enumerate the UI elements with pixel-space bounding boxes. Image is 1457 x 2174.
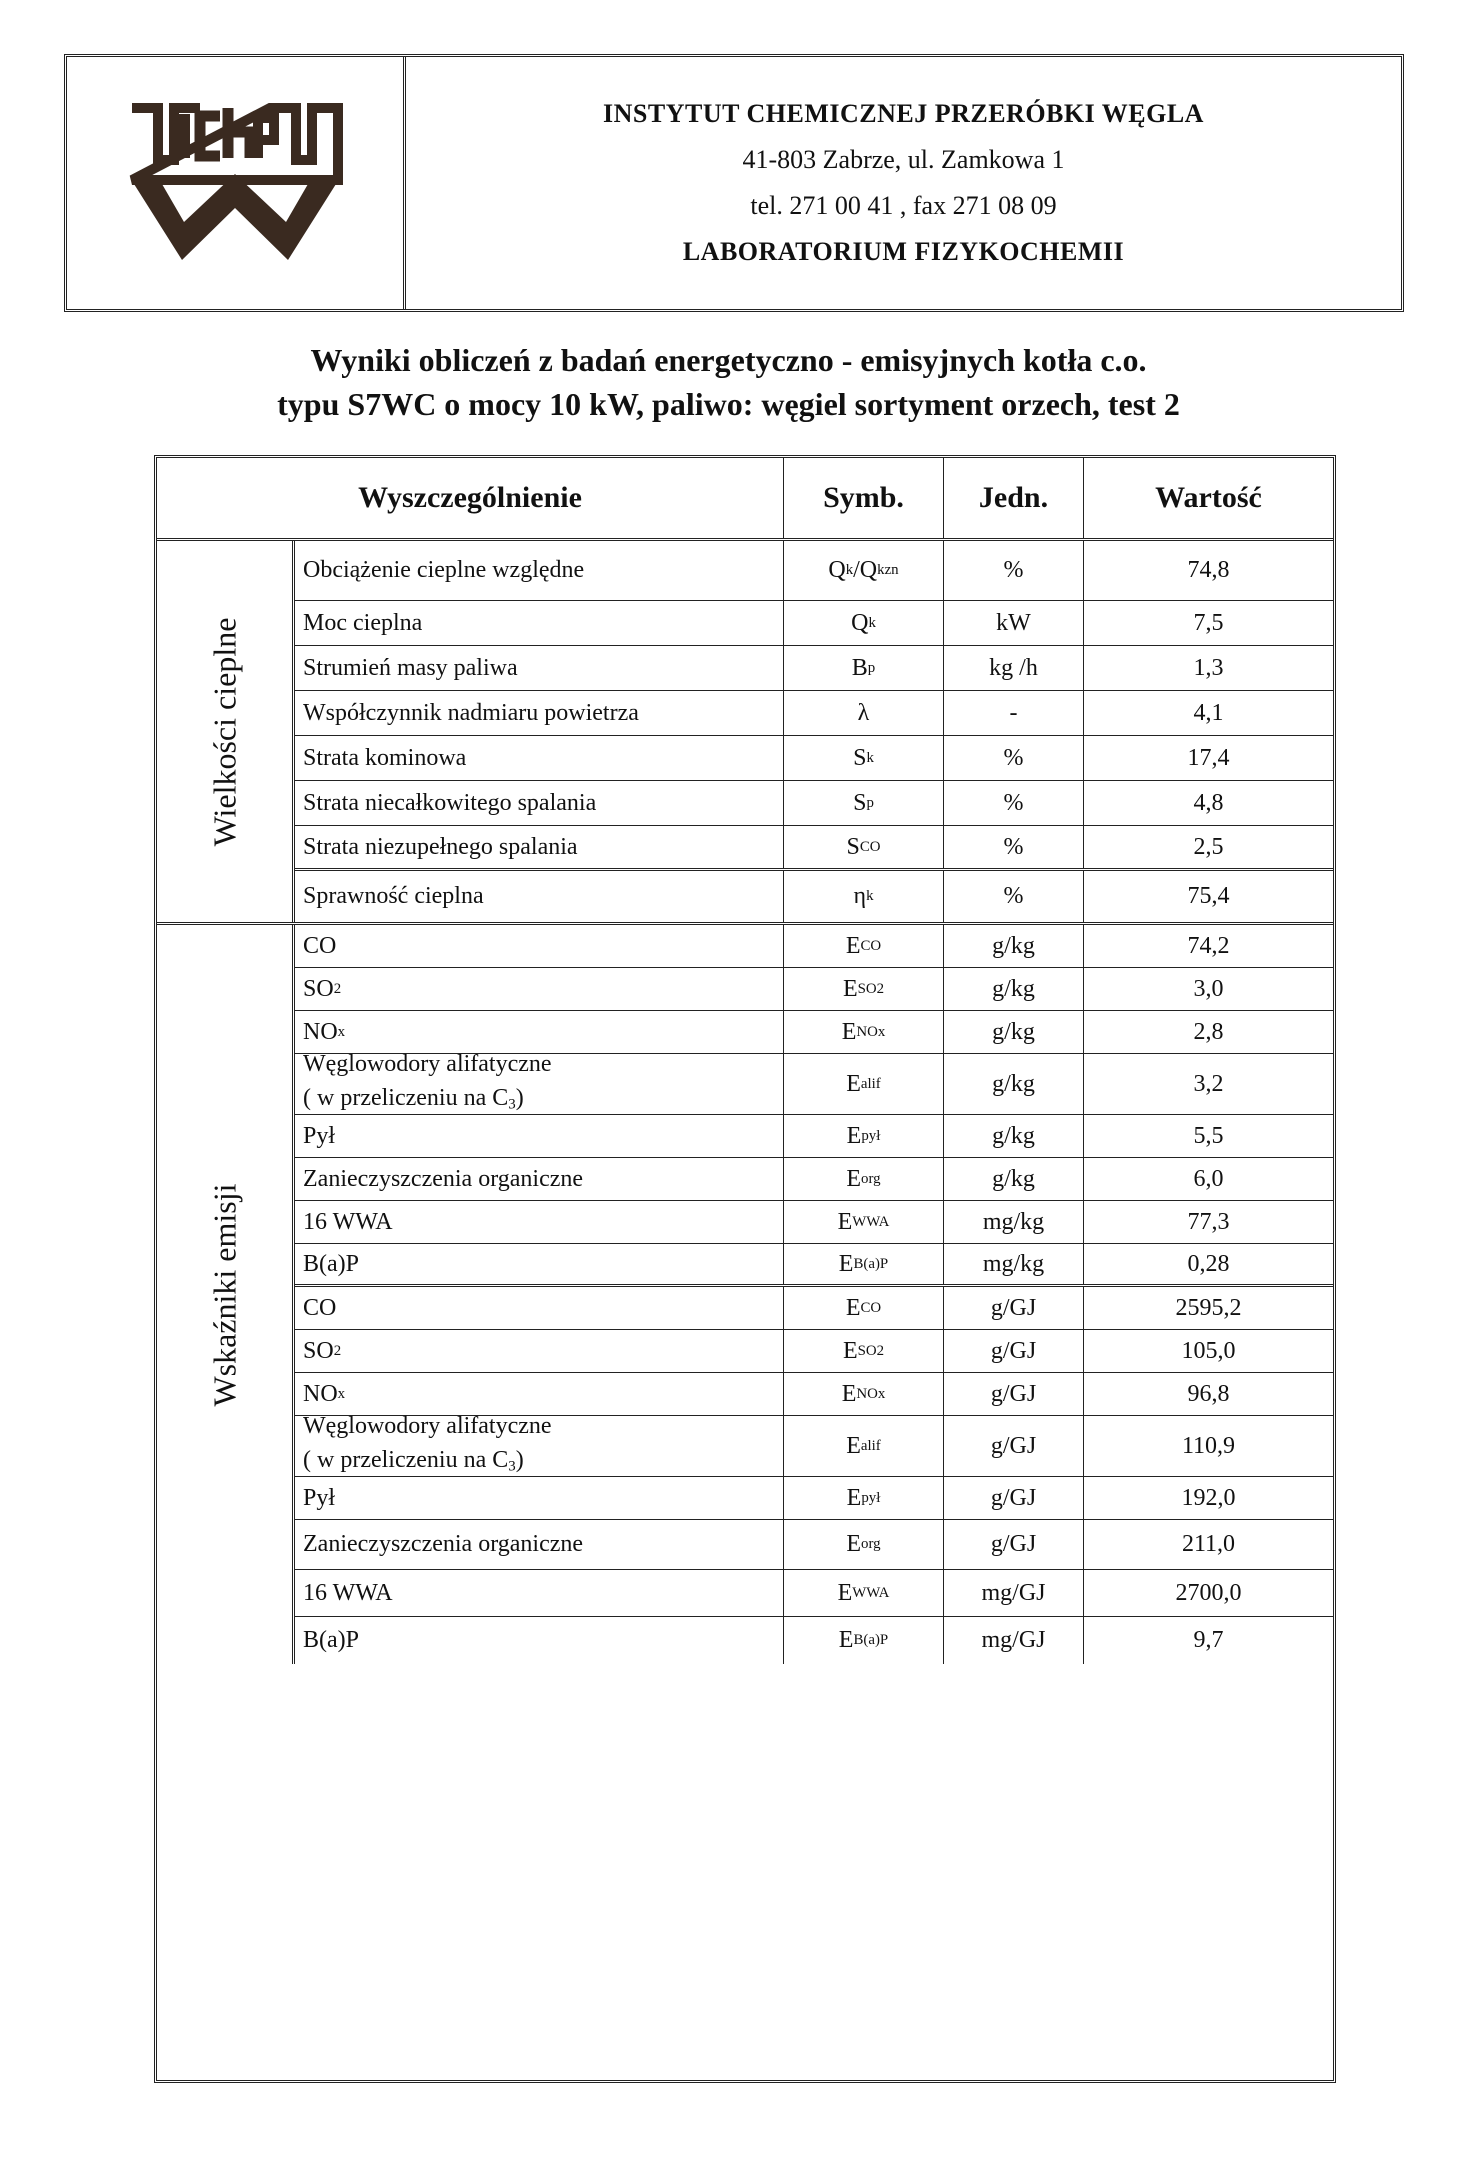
thermal-row (295, 826, 1333, 871)
emission-row (295, 1477, 1333, 1520)
title-line-2: typu S7WC o mocy 10 kW, paliwo: węgiel sortyment orzech, test 2 (277, 386, 1180, 422)
row-unit: g/kg (944, 968, 1084, 1010)
row-symbol: λ (784, 691, 944, 735)
row-symbol: E B(a)P (784, 1617, 944, 1664)
row-symbol: S p (784, 781, 944, 825)
row-value: 74,2 (1187, 932, 1230, 959)
thermal-row (295, 541, 1333, 601)
institute-address: 41-803 Zabrze, ul. Zamkowa 1 (742, 145, 1065, 174)
header-name: Wyszczególnienie (157, 458, 784, 538)
row-unit: mg/GJ (944, 1617, 1084, 1664)
header-unit: Jedn. (944, 458, 1084, 538)
row-name-line-2: ( w przeliczeniu na $C_3$) (303, 1084, 524, 1113)
row-symbol: E pył (784, 1115, 944, 1157)
thermal-row (295, 781, 1333, 826)
institute-logo (67, 57, 406, 309)
thermal-row (295, 691, 1333, 736)
row-name-line-1: Węglowodory alifatyczne (303, 1412, 552, 1439)
row-symbol: E pył (784, 1477, 944, 1519)
row-name (295, 1412, 784, 1476)
row-name: SO 2 (295, 968, 784, 1010)
row-name: CO (295, 1287, 784, 1329)
row-value: 1,3 (1193, 654, 1224, 681)
ichpw-logo-icon (120, 98, 350, 268)
institute-name: INSTYTUT CHEMICZNEJ PRZERÓBKI WĘGLA (603, 99, 1204, 128)
row-unit: - (944, 691, 1084, 735)
emission-row (295, 1520, 1333, 1570)
row-name: Sprawność cieplna (295, 871, 784, 922)
row-symbol: B p (784, 646, 944, 690)
emission-row (295, 1201, 1333, 1244)
row-symbol: E org (784, 1520, 944, 1569)
row-name: 16 WWA (295, 1201, 784, 1243)
emission-row (295, 1158, 1333, 1201)
letterhead (64, 54, 1404, 312)
row-name: Współczynnik nadmiaru powietrza (295, 691, 784, 735)
thermal-rows (295, 541, 1333, 922)
row-unit: g/kg (944, 1158, 1084, 1200)
row-unit: % (944, 871, 1084, 922)
emission-rows (295, 925, 1333, 1664)
row-symbol: E WWA (784, 1201, 944, 1243)
row-unit: % (944, 541, 1084, 600)
row-value: 2595,2 (1175, 1294, 1242, 1321)
row-name (295, 1050, 784, 1114)
row-unit: g/kg (944, 1054, 1084, 1114)
laboratory-name: LABORATORIUM FIZYKOCHEMII (682, 237, 1125, 266)
thermal-row (295, 871, 1333, 922)
row-symbol: E org (784, 1158, 944, 1200)
row-name-line-1: Węglowodory alifatyczne (303, 1050, 552, 1077)
document-title (0, 338, 1457, 426)
row-symbol: E CO (784, 1287, 944, 1329)
row-name: Pył (295, 1115, 784, 1157)
header-symbol: Symb. (784, 458, 944, 538)
row-unit: g/kg (944, 1115, 1084, 1157)
row-name: CO (295, 925, 784, 967)
emission-row (295, 1115, 1333, 1158)
row-value: 5,5 (1193, 1122, 1224, 1149)
row-unit: g/GJ (944, 1416, 1084, 1476)
thermal-row (295, 601, 1333, 646)
row-unit: g/kg (944, 925, 1084, 967)
title-line-1: Wyniki obliczeń z badań energetyczno - emisyjnych kotła c.o. (310, 342, 1147, 378)
row-unit: % (944, 826, 1084, 868)
row-symbol: E SO2 (784, 1330, 944, 1372)
row-value: 3,2 (1193, 1070, 1224, 1097)
row-value: 2,8 (1193, 1018, 1224, 1045)
row-symbol: E SO2 (784, 968, 944, 1010)
row-value: 0,28 (1187, 1250, 1230, 1277)
row-value: 74,8 (1187, 557, 1230, 583)
row-symbol: E alif (784, 1054, 944, 1114)
row-symbol: E WWA (784, 1570, 944, 1616)
row-name: SO 2 (295, 1330, 784, 1372)
row-name: Zanieczyszczenia organiczne (295, 1520, 784, 1569)
row-name: Strumień masy paliwa (295, 646, 784, 690)
emission-row (295, 968, 1333, 1011)
row-name: Pył (295, 1477, 784, 1519)
row-symbol: E NOx (784, 1373, 944, 1415)
group-label-emission: Wskaźniki emisji (157, 925, 295, 1664)
row-value: 192,0 (1181, 1484, 1236, 1511)
row-symbol: Q k /Q kzn (784, 541, 944, 600)
row-value: 110,9 (1181, 1432, 1236, 1459)
thermal-row (295, 646, 1333, 691)
row-symbol: η k (784, 871, 944, 922)
institute-contact: tel. 271 00 41 , fax 271 08 09 (750, 191, 1057, 220)
row-value: 6,0 (1193, 1165, 1224, 1192)
row-unit: kg /h (944, 646, 1084, 690)
row-unit: g/GJ (944, 1373, 1084, 1415)
emission-row (295, 1050, 1333, 1115)
row-name: Moc cieplna (295, 601, 784, 645)
row-symbol: E alif (784, 1416, 944, 1476)
row-value: 9,7 (1193, 1627, 1224, 1653)
group-emission (157, 925, 1333, 1664)
row-name: B(a)P (295, 1617, 784, 1664)
row-value: 2700,0 (1175, 1579, 1242, 1606)
row-value: 3,0 (1193, 975, 1224, 1002)
emission-row (295, 1330, 1333, 1373)
row-name: NO x (295, 1373, 784, 1415)
row-symbol: S k (784, 736, 944, 780)
row-symbol: Q k (784, 601, 944, 645)
row-unit: g/GJ (944, 1477, 1084, 1519)
emission-row (295, 1412, 1333, 1477)
row-unit: g/GJ (944, 1520, 1084, 1569)
row-name: 16 WWA (295, 1570, 784, 1616)
row-symbol: E NOx (784, 1011, 944, 1053)
row-symbol: E CO (784, 925, 944, 967)
row-name: Obciążenie cieplne względne (295, 541, 784, 600)
row-unit: mg/GJ (944, 1570, 1084, 1616)
emission-row (295, 1617, 1333, 1664)
row-unit: % (944, 736, 1084, 780)
row-value: 2,5 (1193, 833, 1224, 860)
row-name: Strata niezupełnego spalania (295, 826, 784, 868)
table-header (157, 458, 1333, 541)
thermal-row (295, 736, 1333, 781)
row-symbol: E B(a)P (784, 1244, 944, 1284)
row-value: 75,4 (1187, 883, 1230, 909)
institute-info (406, 57, 1401, 309)
row-name: Strata kominowa (295, 736, 784, 780)
row-value: 4,8 (1193, 789, 1224, 816)
row-unit: g/kg (944, 1011, 1084, 1053)
emission-row (295, 1287, 1333, 1330)
row-value: 211,0 (1181, 1531, 1236, 1557)
header-value: Wartość (1155, 481, 1262, 514)
row-unit: kW (944, 601, 1084, 645)
row-name: Zanieczyszczenia organiczne (295, 1158, 784, 1200)
row-symbol: S CO (784, 826, 944, 868)
row-name: Strata niecałkowitego spalania (295, 781, 784, 825)
row-value: 105,0 (1181, 1337, 1236, 1364)
emission-row (295, 1244, 1333, 1287)
row-value: 96,8 (1187, 1380, 1230, 1407)
results-table (154, 455, 1336, 2083)
row-value: 77,3 (1187, 1208, 1230, 1235)
emission-row (295, 1570, 1333, 1617)
group-thermal (157, 541, 1333, 925)
emission-row (295, 925, 1333, 968)
row-unit: mg/kg (944, 1201, 1084, 1243)
row-name-line-2: ( w przeliczeniu na $C_3$) (303, 1446, 524, 1475)
row-name: B(a)P (295, 1244, 784, 1284)
row-name: NO x (295, 1011, 784, 1053)
row-value: 17,4 (1187, 744, 1230, 771)
row-unit: % (944, 781, 1084, 825)
row-value: 4,1 (1193, 699, 1224, 726)
row-unit: g/GJ (944, 1287, 1084, 1329)
row-unit: mg/kg (944, 1244, 1084, 1284)
row-unit: g/GJ (944, 1330, 1084, 1372)
row-value: 7,5 (1193, 609, 1224, 636)
group-label-thermal: Wielkości cieplne (157, 541, 295, 922)
